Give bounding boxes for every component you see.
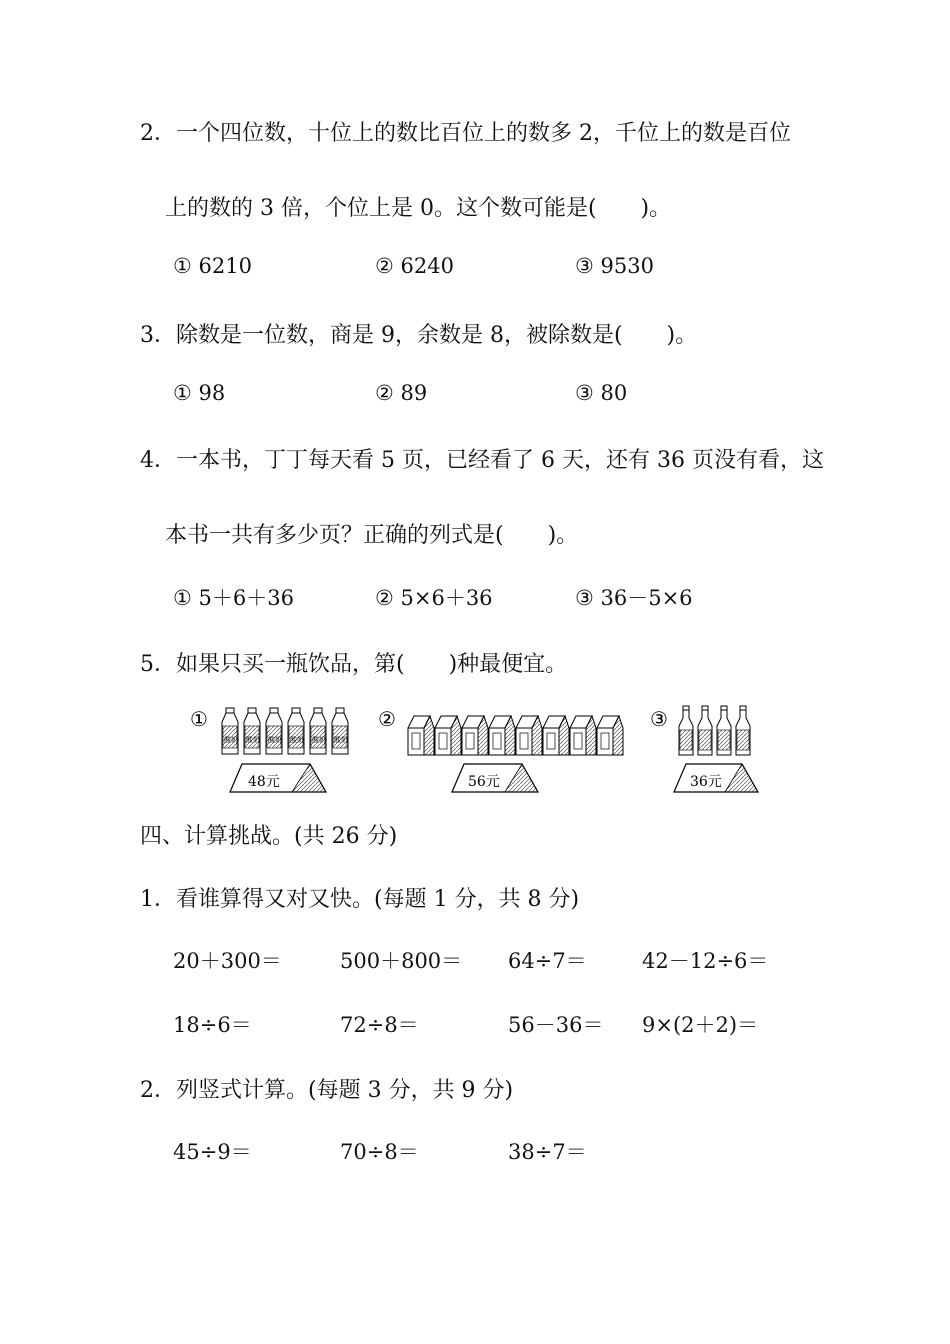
svg-text:酸奶: 酸奶 xyxy=(290,736,304,744)
q2-line1: 2．一个四位数，十位上的数比百位上的数多 2，千位上的数是百位 xyxy=(140,121,791,146)
juice-bottle-icon xyxy=(679,706,693,755)
milk-carton-icon xyxy=(543,716,569,755)
calc-item: 64÷7＝ xyxy=(508,949,587,973)
q3-option-1[interactable]: ① 98 xyxy=(173,381,226,405)
q3-option-2[interactable]: ② 89 xyxy=(375,381,428,405)
juice-bottle-icon xyxy=(698,706,712,755)
svg-text:酸奶: 酸奶 xyxy=(312,736,326,744)
juice-bottles xyxy=(679,706,750,755)
drink-item-1[interactable] xyxy=(190,707,348,792)
svg-text:酸奶: 酸奶 xyxy=(224,736,238,744)
milk-carton-icon xyxy=(570,716,596,755)
milk-cartons xyxy=(408,716,623,755)
calc-item: 42－12÷6＝ xyxy=(642,949,769,973)
q2-option-2[interactable]: ② 6240 xyxy=(375,254,454,278)
svg-text:酸奶: 酸奶 xyxy=(246,736,260,744)
yogurt-bottle-icon xyxy=(244,708,260,754)
calc-item: 72÷8＝ xyxy=(340,1013,419,1037)
juice-bottle-icon xyxy=(736,706,750,755)
q4-line2: 本书一共有多少页？正确的列式是( )。 xyxy=(165,523,579,548)
q5-line1: 5．如果只买一瓶饮品，第( )种最便宜。 xyxy=(140,652,568,677)
price-tag-3 xyxy=(674,764,758,792)
price-tag-2 xyxy=(452,764,538,792)
price-label-1: 48元 xyxy=(248,774,280,790)
calc-item: 56－36＝ xyxy=(508,1013,604,1037)
milk-carton-icon xyxy=(435,716,461,755)
price-label-3: 36元 xyxy=(690,774,722,790)
calc-item: 18÷6＝ xyxy=(173,1013,252,1037)
yogurt-bottle-icon xyxy=(332,708,348,754)
yogurt-bottle-icon xyxy=(222,708,238,754)
item-1-marker: ① xyxy=(190,707,208,731)
milk-carton-icon xyxy=(462,716,488,755)
part2-title: 2．列竖式计算。(每题 3 分，共 9 分) xyxy=(140,1078,514,1103)
price-tag-1 xyxy=(230,764,326,792)
milk-carton-icon xyxy=(516,716,542,755)
q2-line2: 上的数的 3 倍，个位上是 0。这个数可能是( )。 xyxy=(165,196,672,221)
q4-option-3[interactable]: ③ 36－5×6 xyxy=(575,586,693,610)
calc-item: 9×(2＋2)＝ xyxy=(642,1013,759,1037)
q4-option-2[interactable]: ② 5×6＋36 xyxy=(375,586,493,610)
yogurt-bottle-icon xyxy=(288,708,304,754)
part1-title: 1．看谁算得又对又快。(每题 1 分，共 8 分) xyxy=(140,887,580,912)
juice-bottle-icon xyxy=(717,706,731,755)
q2-option-3[interactable]: ③ 9530 xyxy=(575,254,654,278)
drink-item-2[interactable] xyxy=(378,707,623,792)
calc-item: 45÷9＝ xyxy=(173,1140,252,1164)
yogurt-bottle-icon xyxy=(266,708,282,754)
calc-item: 500＋800＝ xyxy=(340,949,463,973)
q3-option-3[interactable]: ③ 80 xyxy=(575,381,628,405)
calc-item: 38÷7＝ xyxy=(508,1140,587,1164)
item-2-marker: ② xyxy=(378,707,396,731)
q3-line1: 3．除数是一位数，商是 9，余数是 8，被除数是( )。 xyxy=(140,323,698,348)
drinks-illustration xyxy=(180,700,800,800)
q4-option-1[interactable]: ① 5＋6＋36 xyxy=(173,586,294,610)
price-label-2: 56元 xyxy=(468,774,500,790)
svg-text:酸奶: 酸奶 xyxy=(334,736,348,744)
calc-item: 20＋300＝ xyxy=(173,949,282,973)
calc-item: 70÷8＝ xyxy=(340,1140,419,1164)
yogurt-bottles xyxy=(222,708,348,754)
drink-item-3[interactable] xyxy=(650,706,758,792)
item-3-marker: ③ xyxy=(650,707,668,731)
q4-line1: 4．一本书，丁丁每天看 5 页，已经看了 6 天，还有 36 页没有看，这 xyxy=(140,448,824,473)
svg-text:酸奶: 酸奶 xyxy=(268,736,282,744)
section4-title: 四、计算挑战。(共 26 分) xyxy=(140,824,398,849)
milk-carton-icon xyxy=(489,716,515,755)
q2-option-1[interactable]: ① 6210 xyxy=(173,254,252,278)
milk-carton-icon xyxy=(408,716,434,755)
yogurt-bottle-icon xyxy=(310,708,326,754)
milk-carton-icon xyxy=(597,716,623,755)
